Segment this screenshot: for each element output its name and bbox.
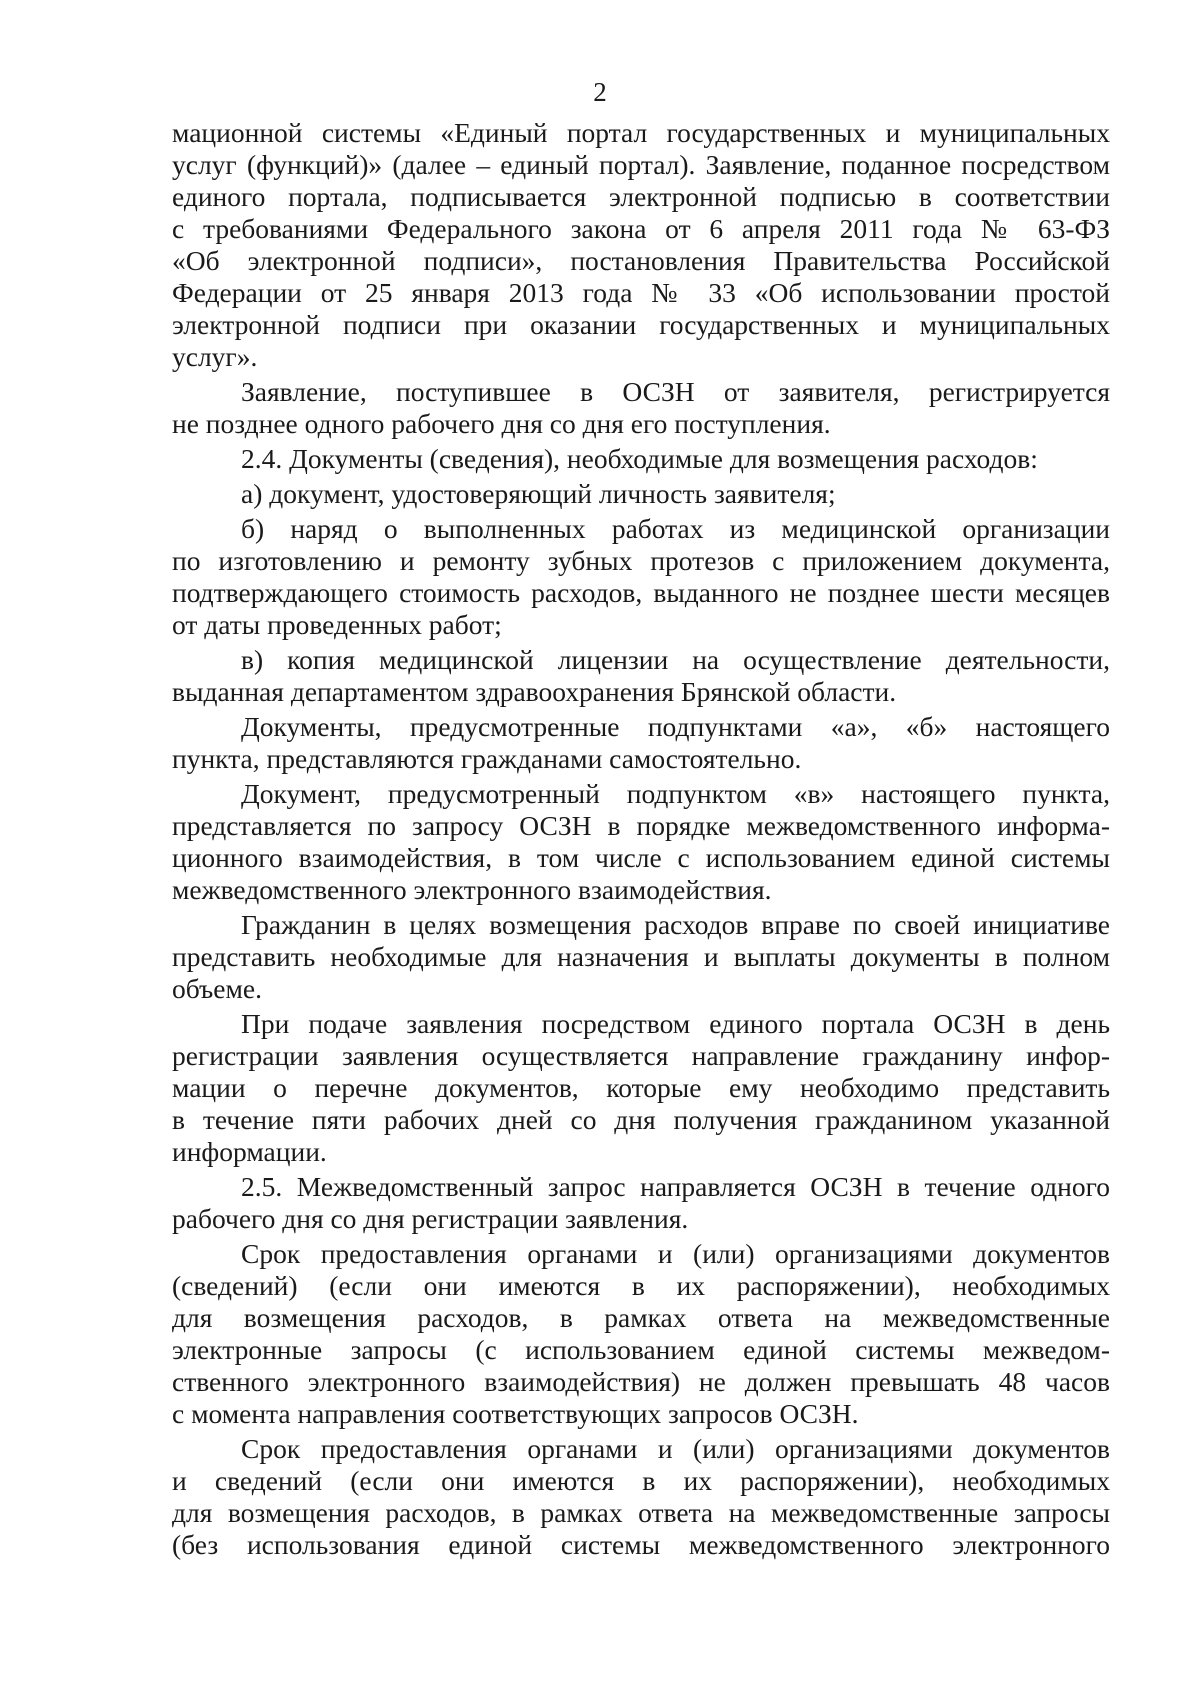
text-line: межведомственного электронного взаимодействия. [172,874,772,905]
text-line: «Об электронной подписи», постановления Правительства Российской [172,245,1110,276]
page-number: 2 [593,77,607,107]
text-line: информации. [172,1136,327,1167]
text-line: мации о перечне документов, которые ему необходимо представить [172,1072,1110,1103]
text-line: не позднее одного рабочего дня со дня его поступления. [172,408,831,439]
text-line: б) наряд о выполненных работах из медицинской организации [241,513,1110,544]
text-line: в течение пяти рабочих дней со дня получения гражданином указанной [172,1104,1110,1135]
text-line: Гражданин в целях возмещения расходов вправе по своей инициативе [241,909,1110,940]
text-line: с момента направления соответствующих запросов ОСЗН. [172,1398,859,1429]
text-line: и сведений (если они имеются в их распоряжении), необходимых [172,1465,1110,1496]
text-line: услуг (функций)» (далее – единый портал). Заявление, поданное посредством [172,149,1110,180]
text-line: пункта, представляются гражданами самостоятельно. [172,743,802,774]
text-line: (без использования единой системы межведомственного электронного [172,1529,1110,1560]
text-line: для возмещения расходов, в рамках ответа на межведомственные [172,1302,1110,1333]
text-line: от даты проведенных работ; [172,609,502,640]
text-line: ственного электронного взаимодействия) не должен превышать 48 часов [172,1366,1110,1397]
text-line: представляется по запросу ОСЗН в порядке межведомственного информа- [172,810,1110,841]
text-line: Документ, предусмотренный подпунктом «в» настоящего пункта, [241,778,1110,809]
text-line: подтверждающего стоимость расходов, выданного не позднее шести месяцев [172,577,1110,608]
text-line: При подаче заявления посредством единого портала ОСЗН в день [241,1008,1110,1039]
text-line: электронной подписи при оказании государственных и муниципальных [172,309,1110,340]
text-line: для возмещения расходов, в рамках ответа на межведомственные запросы [172,1497,1110,1528]
text-line: Срок предоставления органами и (или) организациями документов [241,1433,1110,1464]
text-line: по изготовлению и ремонту зубных протезов с приложением документа, [172,545,1110,576]
text-line: ционного взаимодействия, в том числе с использованием единой системы [172,842,1110,873]
text-line: 2.4. Документы (сведения), необходимые для возмещения расходов: [241,443,1038,474]
document-body [172,117,1110,1561]
text-line: в) копия медицинской лицензии на осуществление деятельности, [241,644,1110,675]
text-line: выданная департаментом здравоохранения Брянской области. [172,676,897,707]
text-line: Срок предоставления органами и (или) организациями документов [241,1238,1110,1269]
text-line: Заявление, поступившее в ОСЗН от заявителя, регистрируется [241,376,1110,407]
text-line: электронные запросы (с использованием единой системы межведом- [172,1334,1110,1365]
text-line: с требованиями Федерального закона от 6 апреля 2011 года № 63-ФЗ [172,213,1110,244]
text-line: (сведений) (если они имеются в их распоряжении), необходимых [172,1270,1110,1301]
text-line: Документы, предусмотренные подпунктами «а», «б» настоящего [241,711,1110,742]
text-line: регистрации заявления осуществляется направление гражданину инфор- [172,1040,1110,1071]
text-line: а) документ, удостоверяющий личность заявителя; [241,478,836,509]
text-line: 2.5. Межведомственный запрос направляется ОСЗН в течение одного [241,1171,1110,1202]
text-line: услуг». [172,341,258,372]
text-line: представить необходимые для назначения и выплаты документы в полном [172,941,1110,972]
text-line: Федерации от 25 января 2013 года № 33 «Об использовании простой [172,277,1110,308]
text-line: рабочего дня со дня регистрации заявления. [172,1203,689,1234]
text-line: единого портала, подписывается электронной подписью в соответствии [172,181,1110,212]
text-line: мационной системы «Единый портал государственных и муниципальных [172,117,1110,148]
text-line: объеме. [172,973,262,1004]
